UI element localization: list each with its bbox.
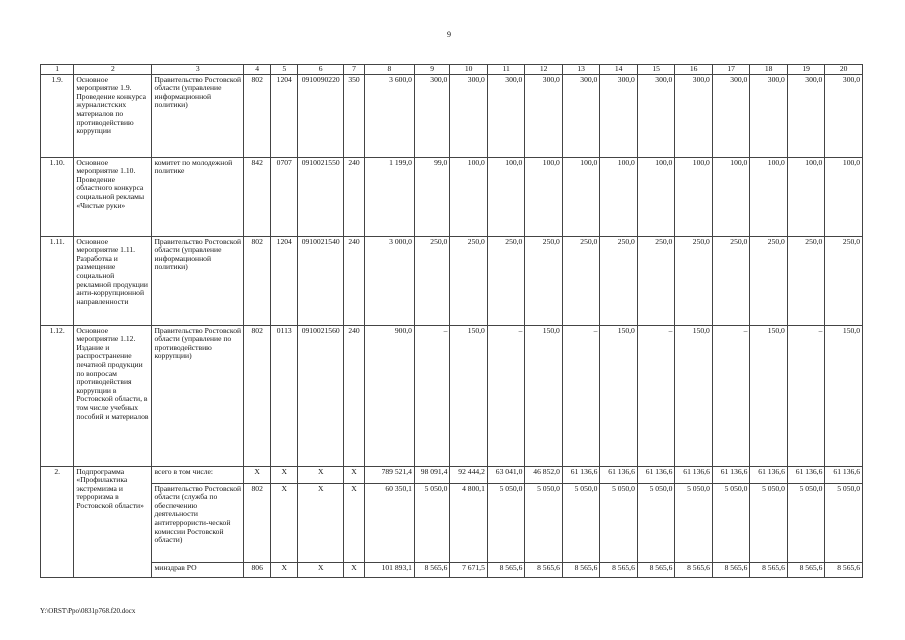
table-row [41,74,863,157]
amount-cell: 8 565,6 [600,562,638,577]
column-header: 3 [152,65,244,75]
amount-cell: 61 136,6 [750,466,788,483]
row-number: 1.10. [41,157,74,236]
amount-cell: 100,0 [637,157,675,236]
amount-cell: 300,0 [450,74,488,157]
column-header: 2 [74,65,152,75]
amount-cell: 250,0 [414,236,449,325]
amount-cell: 100,0 [787,157,825,236]
executor: комитет по молодежной политике [152,157,244,236]
column-header: 9 [414,65,449,75]
column-header: 20 [825,65,863,75]
executor: Правительство Ростовской области (управление по противодействию коррупции) [152,325,244,466]
amount-cell: 5 050,0 [562,483,600,562]
amount-cell: 250,0 [487,236,525,325]
column-header: 12 [525,65,563,75]
amount-cell: 8 565,6 [787,562,825,577]
vr-code: 240 [344,157,365,236]
vr-code: 240 [344,325,365,466]
measure-name: Основное мероприятие 1.12. Издание и распространение печатной продукции по вопросам противодействия коррупции в Ростовской области, в том числе учебных пособий и материалов [74,325,152,466]
amount-cell: 101 893,1 [364,562,414,577]
grbs-code: 806 [244,562,271,577]
rzpr-code: 0707 [271,157,298,236]
row-number: 1.11. [41,236,74,325]
amount-cell: 46 852,0 [525,466,563,483]
amount-cell: 5 050,0 [787,483,825,562]
amount-cell: 250,0 [750,236,788,325]
csr-code: 0910021540 [298,236,344,325]
amount-cell: 5 050,0 [637,483,675,562]
executor: минздрав РО [152,562,244,577]
amount-cell: – [414,325,449,466]
column-header: 18 [750,65,788,75]
amount-cell: 300,0 [825,74,863,157]
amount-cell: 100,0 [712,157,750,236]
amount-cell: 250,0 [825,236,863,325]
amount-cell: 8 565,6 [675,562,713,577]
measure-name: Основное мероприятие 1.10. Проведение областного конкурса социальной рекламы «Чистые руки» [74,157,152,236]
amount-cell: 300,0 [750,74,788,157]
rzpr-code: 1204 [271,236,298,325]
amount-cell: 300,0 [487,74,525,157]
column-header: 7 [344,65,365,75]
csr-code: 0910090220 [298,74,344,157]
vr-code: X [344,483,365,562]
amount-cell: 150,0 [525,325,563,466]
amount-cell: 1 199,0 [364,157,414,236]
amount-cell: 61 136,6 [825,466,863,483]
amount-cell: 300,0 [525,74,563,157]
amount-cell: 8 565,6 [487,562,525,577]
amount-cell: 98 091,4 [414,466,449,483]
amount-cell: 300,0 [414,74,449,157]
amount-cell: 150,0 [675,325,713,466]
column-header: 13 [562,65,600,75]
rzpr-code: X [271,483,298,562]
column-header: 16 [675,65,713,75]
amount-cell: 100,0 [750,157,788,236]
rzpr-code: X [271,466,298,483]
amount-cell: 92 444,2 [450,466,488,483]
amount-cell: 4 800,1 [450,483,488,562]
amount-cell: 300,0 [675,74,713,157]
vr-code: X [344,466,365,483]
csr-code: 0910021560 [298,325,344,466]
executor: Правительство Ростовской области (управление информационной политики) [152,236,244,325]
page-number: 9 [447,30,451,39]
rzpr-code: 1204 [271,74,298,157]
amount-cell: 150,0 [600,325,638,466]
amount-cell: 100,0 [487,157,525,236]
amount-cell: 61 136,6 [562,466,600,483]
row-number: 1.9. [41,74,74,157]
column-header: 6 [298,65,344,75]
grbs-code: X [244,466,271,483]
amount-cell: 300,0 [562,74,600,157]
executor: Правительство Ростовской области (служба по обеспечению деятельности антитеррористи-ческой комиссии Ростовской области) [152,483,244,562]
amount-cell: 5 050,0 [750,483,788,562]
measure-name: Подпрограмма «Профилактика экстремизма и терроризма в Ростовской области» [74,466,152,577]
executor: Правительство Ростовской области (управление информационной политики) [152,74,244,157]
table-row [41,157,863,236]
amount-cell: 250,0 [525,236,563,325]
amount-cell: 61 136,6 [712,466,750,483]
row-number: 2. [41,466,74,577]
column-header: 14 [600,65,638,75]
amount-cell: 8 565,6 [712,562,750,577]
amount-cell: – [562,325,600,466]
budget-table [40,64,863,578]
amount-cell: 250,0 [675,236,713,325]
executor: всего в том числе: [152,466,244,483]
grbs-code: 802 [244,236,271,325]
table-body [41,65,863,578]
measure-name: Основное мероприятие 1.9. Проведение конкурса журналистских материалов по противодействию коррупции [74,74,152,157]
amount-cell: – [487,325,525,466]
csr-code: X [298,483,344,562]
table-row [41,466,863,483]
amount-cell: 250,0 [712,236,750,325]
amount-cell: 150,0 [825,325,863,466]
amount-cell: 5 050,0 [825,483,863,562]
column-header: 15 [637,65,675,75]
amount-cell: 61 136,6 [787,466,825,483]
grbs-code: 802 [244,483,271,562]
amount-cell: 61 136,6 [600,466,638,483]
column-header: 11 [487,65,525,75]
csr-code: X [298,466,344,483]
measure-name: Основное мероприятие 1.11. Разработка и размещение социальной рекламной продукции анти-коррупционной направленности [74,236,152,325]
table-row [41,236,863,325]
csr-code: 0910021550 [298,157,344,236]
amount-cell: 100,0 [675,157,713,236]
amount-cell: 900,0 [364,325,414,466]
amount-cell: 8 565,6 [562,562,600,577]
amount-cell: 100,0 [525,157,563,236]
amount-cell: 5 050,0 [414,483,449,562]
table-row [41,483,863,562]
amount-cell: – [637,325,675,466]
column-header: 1 [41,65,74,75]
column-number-row [41,65,863,75]
amount-cell: – [787,325,825,466]
grbs-code: 842 [244,157,271,236]
amount-cell: 250,0 [600,236,638,325]
amount-cell: 150,0 [750,325,788,466]
amount-cell: 5 050,0 [675,483,713,562]
rzpr-code: 0113 [271,325,298,466]
amount-cell: 100,0 [825,157,863,236]
amount-cell: 150,0 [450,325,488,466]
amount-cell: 250,0 [450,236,488,325]
grbs-code: 802 [244,325,271,466]
rzpr-code: X [271,562,298,577]
column-header: 10 [450,65,488,75]
column-header: 8 [364,65,414,75]
amount-cell: 61 136,6 [637,466,675,483]
table-row [41,325,863,466]
amount-cell: 100,0 [562,157,600,236]
amount-cell: 300,0 [637,74,675,157]
amount-cell: 60 350,1 [364,483,414,562]
row-number: 1.12. [41,325,74,466]
amount-cell: 8 565,6 [750,562,788,577]
vr-code: X [344,562,365,577]
amount-cell: 99,0 [414,157,449,236]
table-row [41,562,863,577]
amount-cell: 61 136,6 [675,466,713,483]
amount-cell: 250,0 [787,236,825,325]
amount-cell: 5 050,0 [712,483,750,562]
csr-code: X [298,562,344,577]
amount-cell: 250,0 [562,236,600,325]
column-header: 4 [244,65,271,75]
amount-cell: 8 565,6 [525,562,563,577]
amount-cell: 300,0 [600,74,638,157]
amount-cell: 5 050,0 [600,483,638,562]
amount-cell: 63 041,0 [487,466,525,483]
amount-cell: 300,0 [787,74,825,157]
amount-cell: 250,0 [637,236,675,325]
vr-code: 350 [344,74,365,157]
amount-cell: 5 050,0 [487,483,525,562]
column-header: 5 [271,65,298,75]
amount-cell: 5 050,0 [525,483,563,562]
amount-cell: 3 000,0 [364,236,414,325]
amount-cell: 300,0 [712,74,750,157]
amount-cell: 7 671,5 [450,562,488,577]
amount-cell: 3 600,0 [364,74,414,157]
amount-cell: 8 565,6 [825,562,863,577]
amount-cell: 789 521,4 [364,466,414,483]
amount-cell: 100,0 [450,157,488,236]
amount-cell: 100,0 [600,157,638,236]
grbs-code: 802 [244,74,271,157]
amount-cell: 8 565,6 [637,562,675,577]
amount-cell: 8 565,6 [414,562,449,577]
footer-path: Y:\ORST\Ppo\0831p768.f20.docx [40,607,136,615]
amount-cell: – [712,325,750,466]
vr-code: 240 [344,236,365,325]
column-header: 17 [712,65,750,75]
column-header: 19 [787,65,825,75]
